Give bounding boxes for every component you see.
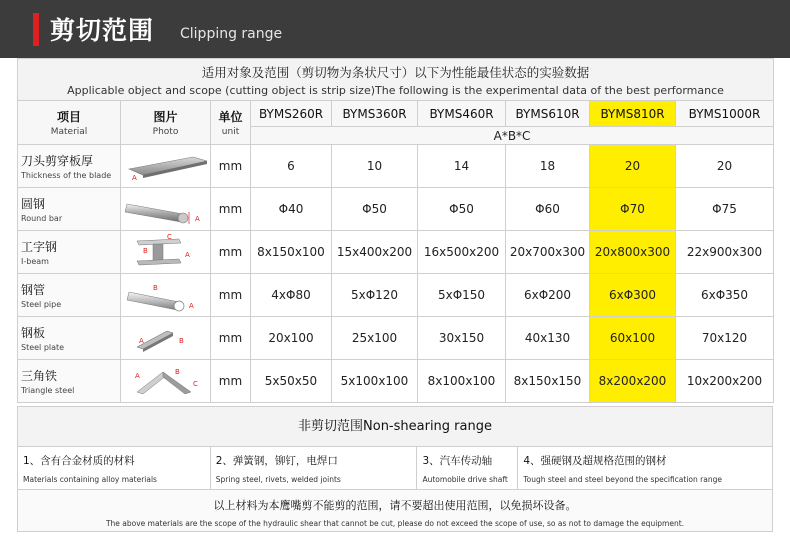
value-cell: 8x150x150 [506,360,590,403]
non-shearing-title: 非剪切范围Non-shearing range [17,406,773,447]
non-shearing-item-en: Materials containing alloy materials [23,475,157,484]
value-cell: 25x100 [332,317,418,360]
table-row [18,317,774,360]
table-row [18,360,774,403]
material-name [18,145,121,188]
value-cell: 8x100x100 [418,360,506,403]
material-name-en: I-beam [21,257,49,266]
material-photo [121,188,211,231]
table-row [18,188,774,231]
value-cell: 70x120 [676,317,774,360]
value-cell: 40x130 [506,317,590,360]
value-cell: 4xΦ80 [251,274,332,317]
value-cell: 15x400x200 [332,231,418,274]
value-cell: 20x700x300 [506,231,590,274]
svg-text:B: B [142,247,148,255]
value-cell: 10 [332,145,418,188]
material-name-en: Steel pipe [21,300,62,309]
svg-text:A: A [138,337,144,345]
header-photo [121,101,211,145]
unit-cell: mm [211,317,251,360]
material-name [18,274,121,317]
steel-pipe-icon [121,278,210,312]
value-cell: 18 [506,145,590,188]
material-name-zh: 圆钢 [21,197,46,211]
value-cell: 5xΦ150 [418,274,506,317]
unit-cell: mm [211,274,251,317]
svg-text:C: C [166,233,172,241]
material-name [18,188,121,231]
i-beam-icon [121,233,210,271]
blade-plate-icon [121,149,210,183]
model-header: BYMS810R [590,101,676,127]
svg-text:B: B [178,337,184,345]
non-shearing-item [518,447,773,489]
svg-text:A: A [184,251,190,259]
non-shearing-grid [17,447,773,490]
unit-cell: mm [211,231,251,274]
header-unit-en: unit [221,127,240,137]
value-cell: Φ75 [676,188,774,231]
header-photo-zh: 图片 [153,110,178,124]
model-header: BYMS360R [332,101,418,127]
svg-text:B: B [174,368,180,376]
value-cell: 20x100 [251,317,332,360]
material-name-zh: 钢管 [21,283,46,297]
material-photo [121,317,211,360]
material-name-zh: 三角铁 [21,369,58,383]
header-item [18,101,121,145]
material-photo [121,145,211,188]
value-cell: 5x100x100 [332,360,418,403]
header-bar [0,0,790,58]
unit-cell: mm [211,360,251,403]
material-name [18,231,121,274]
non-shearing-item-zh: 1、含有合金材质的材料 [23,455,135,467]
table-caption [18,59,774,101]
material-name-zh: 工字钢 [21,240,58,254]
header-item-zh: 项目 [56,110,81,124]
material-name-en: Triangle steel [21,386,75,395]
page-title: 剪切范围 [50,16,155,45]
table-row [18,274,774,317]
caption-en: Applicable object and scope (cutting object is strip size)The following is the experimental data of the best performance [67,83,724,97]
svg-text:A: A [134,372,140,380]
non-shearing-item-en: Automobile drive shaft [422,475,508,484]
clipping-table [17,58,774,403]
model-header: BYMS610R [506,101,590,127]
material-name-en: Thickness of the blade [21,171,112,180]
page-subtitle: Clipping range [180,26,283,42]
table-row [18,145,774,188]
value-cell: 6xΦ200 [506,274,590,317]
value-cell: Φ50 [418,188,506,231]
dims-header: A*B*C [251,127,774,145]
non-shearing-item-zh: 2、弹簧钢，铆钉，电焊口 [215,455,338,467]
non-shearing-item-zh: 3、汽车传动轴 [422,455,493,467]
model-header: BYMS1000R [676,101,774,127]
value-cell: 14 [418,145,506,188]
round-bar-icon [121,192,210,226]
value-cell: Φ50 [332,188,418,231]
value-cell: 6xΦ350 [676,274,774,317]
footer-note [17,490,773,532]
non-shearing-item-en: Tough steel and steel beyond the specification range [523,475,722,484]
material-photo [121,231,211,274]
header-accent [33,13,39,46]
value-cell: 16x500x200 [418,231,506,274]
material-name-en: Steel plate [21,343,65,352]
value-cell: 20 [590,145,676,188]
value-cell: 5x50x50 [251,360,332,403]
non-shearing-item [417,447,518,489]
value-cell: 8x200x200 [590,360,676,403]
value-cell: 10x200x200 [676,360,774,403]
material-name [18,360,121,403]
value-cell: 30x150 [418,317,506,360]
non-shearing-item-zh: 4、强硬钢及超规格范围的钢材 [523,455,667,467]
value-cell: 20x800x300 [590,231,676,274]
value-cell: 6 [251,145,332,188]
non-shearing-item-en: Spring steel, rivets, welded joints [215,475,341,484]
footer-note-en: The above materials are the scope of the hydraulic shear that cannot be cut, please do not exceed the scope of use, so as not to damage the equipment. [105,519,685,528]
value-cell: 60x100 [590,317,676,360]
svg-text:C: C [192,380,198,388]
value-cell: Φ40 [251,188,332,231]
table-row [18,231,774,274]
value-cell: Φ60 [506,188,590,231]
svg-text:A: A [194,215,200,223]
value-cell: 6xΦ300 [590,274,676,317]
material-name-zh: 刀头剪穿板厚 [21,154,94,168]
model-header: BYMS260R [251,101,332,127]
header-item-en: Material [50,127,88,137]
unit-cell: mm [211,145,251,188]
material-name-en: Round bar [21,214,63,223]
value-cell: 22x900x300 [676,231,774,274]
header-photo-en: Photo [152,127,179,137]
value-cell: 20 [676,145,774,188]
model-header: BYMS460R [418,101,506,127]
value-cell: 8x150x100 [251,231,332,274]
value-cell: 5xΦ120 [332,274,418,317]
value-cell: Φ70 [590,188,676,231]
svg-text:A: A [188,302,194,310]
unit-cell: mm [211,188,251,231]
header-unit-zh: 单位 [218,110,243,124]
material-photo [121,274,211,317]
caption-zh: 适用对象及范围（剪切物为条状尺寸）以下为性能最佳状态的实验数据 [201,64,590,80]
svg-text:A: A [131,174,137,182]
steel-plate-icon [121,321,210,355]
material-name [18,317,121,360]
material-photo [121,360,211,403]
angle-steel-icon [121,364,210,398]
footer-note-zh: 以上材料为本鹰嘴剪不能剪的范围，请不要超出使用范围，以免损坏设备。 [213,499,577,512]
non-shearing-item [18,447,211,489]
svg-text:B: B [152,284,158,292]
material-name-zh: 钢板 [21,326,46,340]
header-unit [211,101,251,145]
non-shearing-item [211,447,418,489]
